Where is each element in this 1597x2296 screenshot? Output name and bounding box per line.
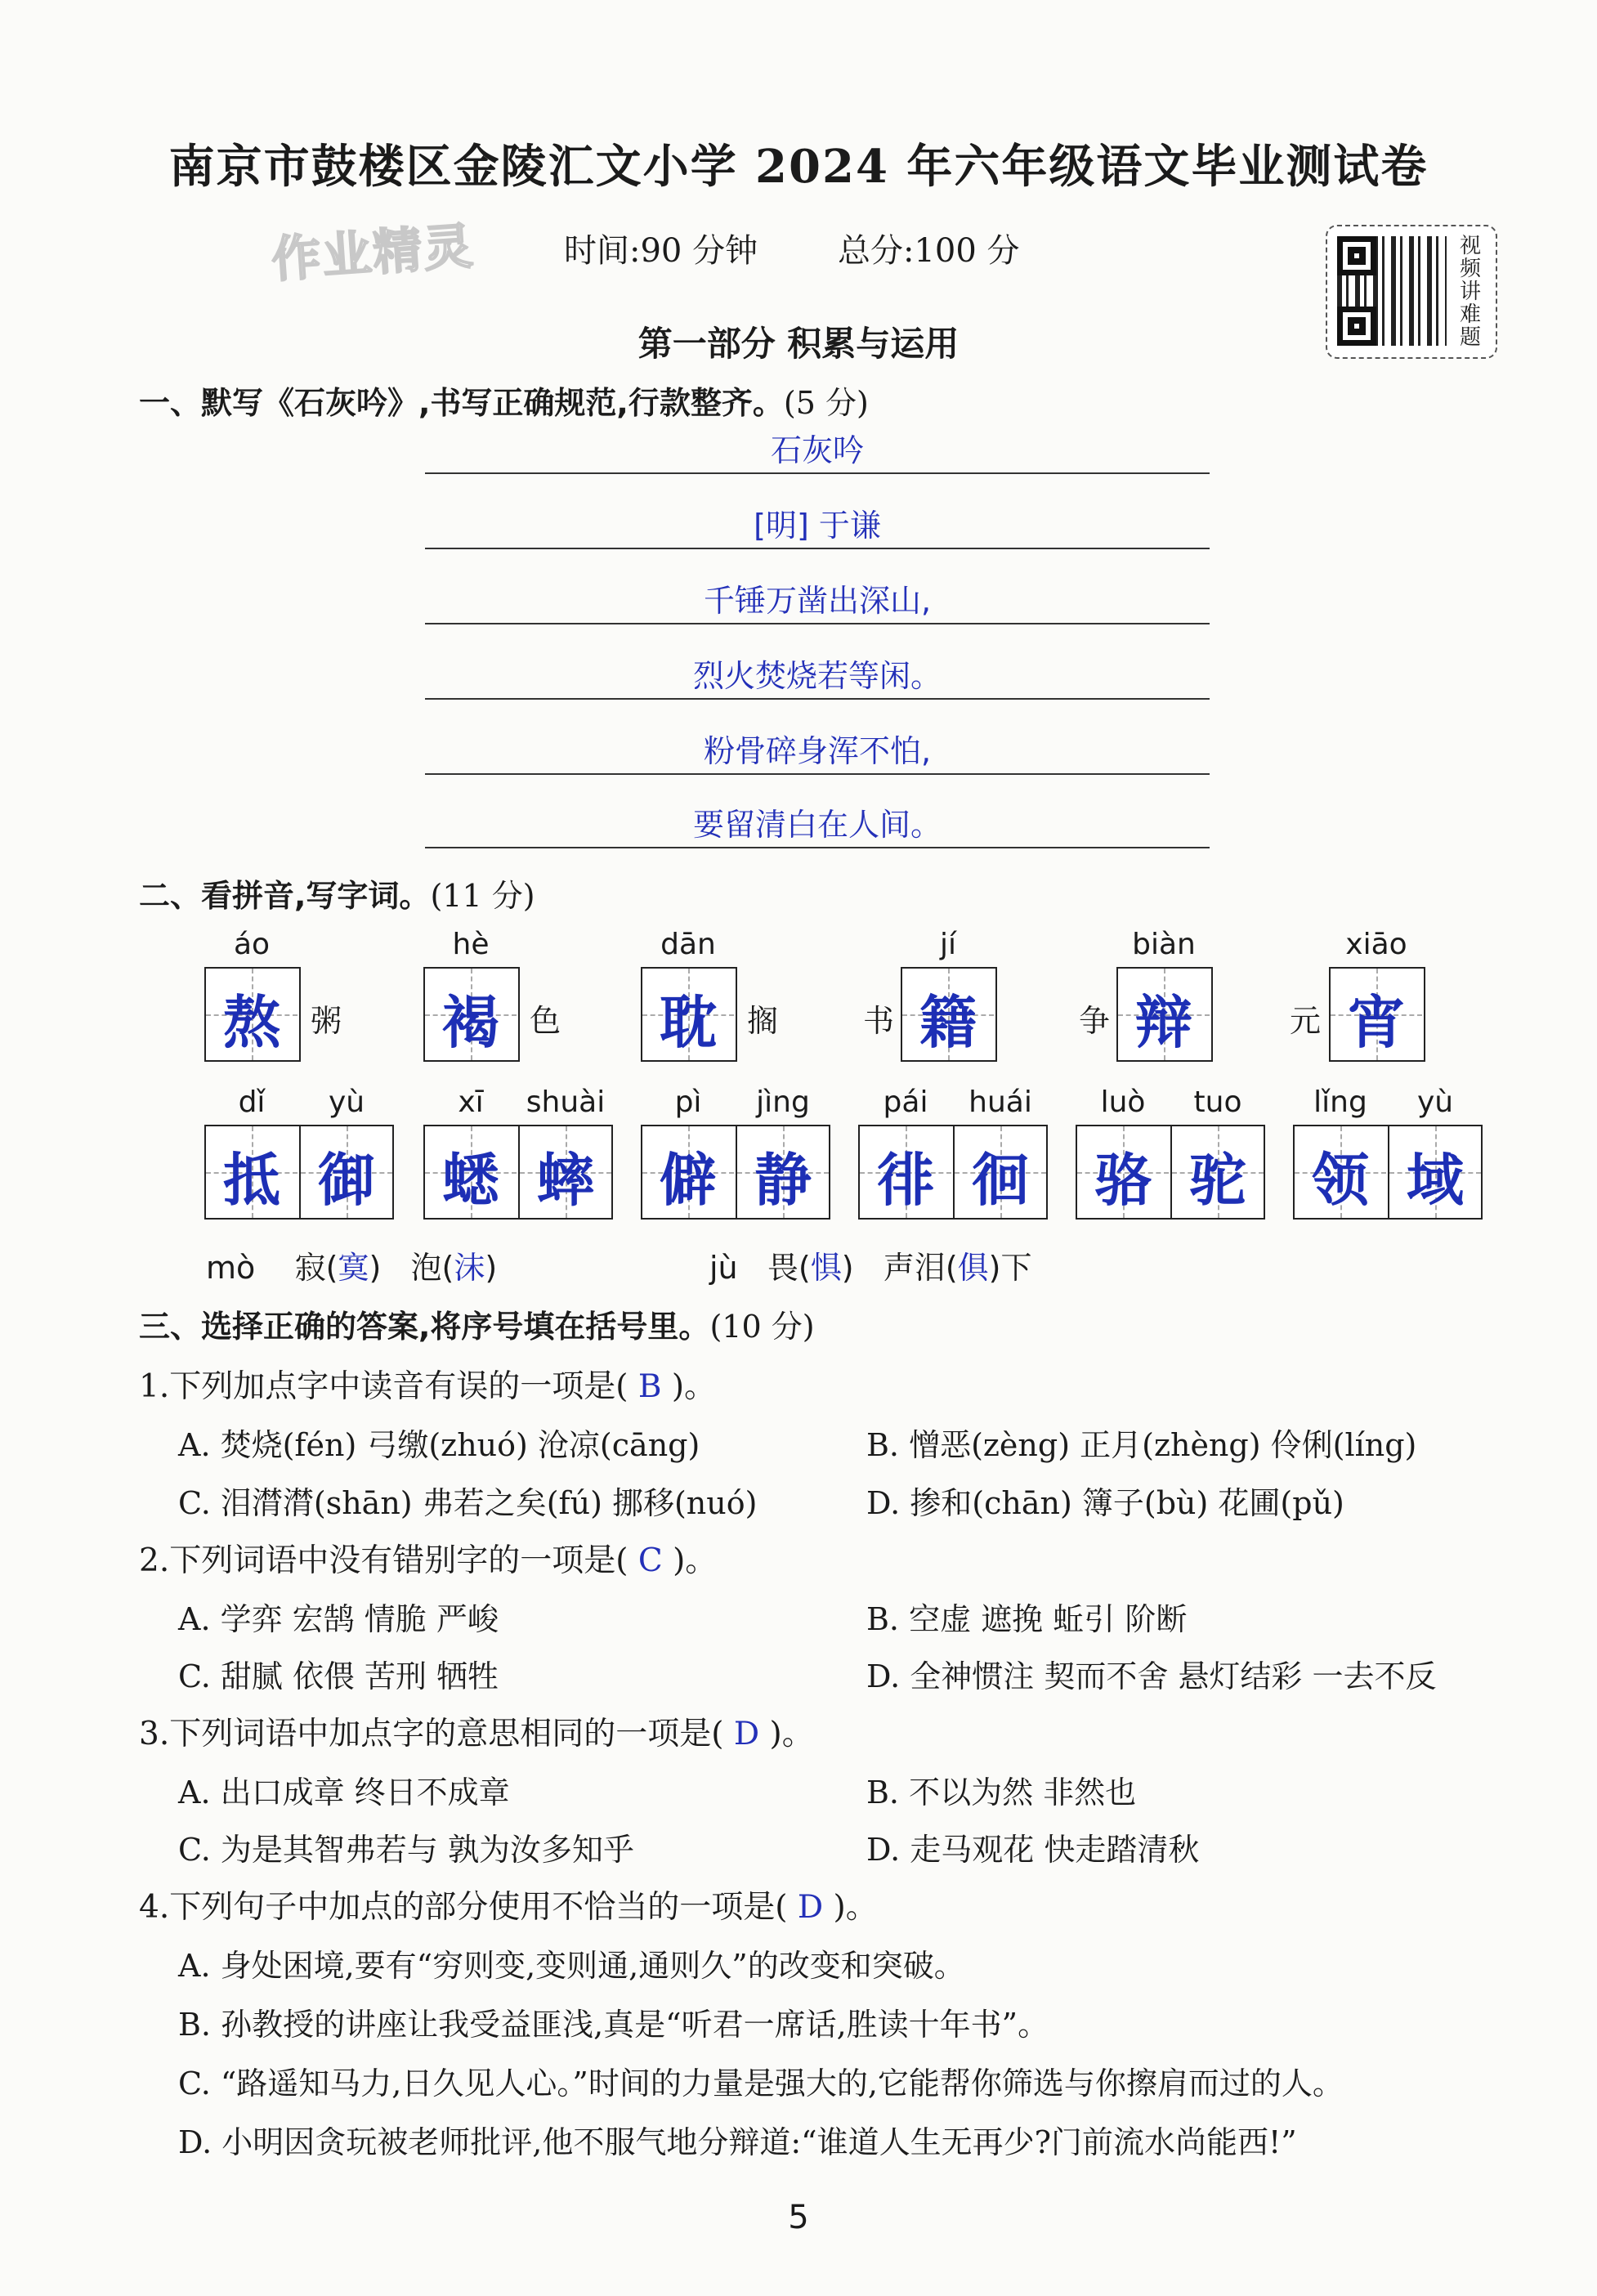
option-c: C. 泪潸潸(shān) 弗若之矣(fú) 挪移(nuó) bbox=[178, 1485, 758, 1521]
pinyin: lǐng bbox=[1313, 1085, 1367, 1119]
answer-char: 沫 bbox=[454, 1250, 485, 1286]
option-c: C. “路遥知马力,日久见人心。”时间的力量是强大的,它能帮你筛选与你擦肩而过的人。 bbox=[178, 2066, 1344, 2101]
pinyin: hè bbox=[452, 928, 490, 961]
q2-heading bbox=[139, 871, 535, 915]
answer-letter: D bbox=[733, 1716, 760, 1752]
pinyin: áo bbox=[233, 928, 271, 961]
answer-char: 辩 bbox=[1135, 989, 1192, 1056]
q1-points: (5 分) bbox=[783, 385, 869, 421]
pinyin: luò bbox=[1100, 1085, 1146, 1119]
stem-text: )。 bbox=[769, 1716, 814, 1752]
pinyin: dǐ bbox=[238, 1085, 266, 1119]
q3-heading-text: 三、选择正确的答案,将序号填在括号里。 bbox=[139, 1309, 710, 1345]
homophone-row-ju bbox=[709, 1242, 1032, 1287]
answer-char: 蟀 bbox=[537, 1147, 594, 1214]
answer-char: 领 bbox=[1312, 1147, 1369, 1214]
poem-line-6: 要留清白在人间。 bbox=[692, 807, 942, 843]
answer-char: 寞 bbox=[338, 1250, 369, 1286]
writing-line bbox=[425, 623, 1210, 624]
answer-char: 惧 bbox=[810, 1250, 842, 1286]
printed-char: 搁 bbox=[747, 1003, 779, 1039]
option-b: B. 孙教授的讲座让我受益匪浅,真是“听君一席话,胜读十年书”。 bbox=[178, 2007, 1049, 2043]
pinyin: jí bbox=[939, 928, 956, 961]
answer-char: 御 bbox=[318, 1147, 375, 1214]
pinyin: tuo bbox=[1193, 1085, 1242, 1119]
printed-char: 争 bbox=[1079, 1003, 1111, 1039]
word-box bbox=[204, 1125, 394, 1220]
page-title: 南京市鼓楼区金陵汇文小学 2024 年六年级语文毕业测试卷 bbox=[168, 140, 1429, 194]
word-suffix: )下 bbox=[988, 1250, 1032, 1286]
answer-char: 骆 bbox=[1094, 1147, 1152, 1214]
pinyin: jìng bbox=[756, 1085, 810, 1119]
q2-points: (11 分) bbox=[430, 878, 535, 914]
pinyin: yù bbox=[1416, 1085, 1454, 1119]
char-box bbox=[901, 967, 997, 1062]
word-box bbox=[1293, 1125, 1483, 1220]
pinyin: dān bbox=[660, 928, 716, 961]
option-d: D. 全神惯注 契而不舍 悬灯结彩 一去不反 bbox=[866, 1658, 1437, 1694]
answer-letter: B bbox=[637, 1368, 662, 1405]
answer-char: 褐 bbox=[442, 989, 499, 1056]
stem-text: 4.下列句子中加点的部分使用不恰当的一项是( bbox=[139, 1889, 788, 1926]
word-prefix: 泡( bbox=[410, 1250, 454, 1286]
word-box bbox=[1076, 1125, 1265, 1220]
option-d: D. 小明因贪玩被老师批评,他不服气地分辩道:“谁道人生无再少?门前流水尚能西!” bbox=[178, 2124, 1297, 2160]
q3-heading bbox=[139, 1301, 815, 1346]
option-a: A. 焚烧(fén) 弓缴(zhuó) 沧凉(cāng) bbox=[178, 1427, 700, 1463]
pinyin: pì bbox=[674, 1085, 702, 1119]
printed-char: 书 bbox=[863, 1003, 895, 1039]
stem-text: )。 bbox=[673, 1542, 718, 1579]
char-box bbox=[641, 967, 737, 1062]
qr-label: 视频讲难题 bbox=[1459, 234, 1481, 350]
answer-char: 域 bbox=[1407, 1147, 1464, 1214]
answer-char: 蟋 bbox=[442, 1147, 499, 1214]
option-c: C. 甜腻 依偎 苦刑 牺牲 bbox=[178, 1658, 499, 1694]
poem-line-2: [明] 于谦 bbox=[754, 508, 881, 544]
answer-char: 驼 bbox=[1189, 1147, 1246, 1214]
word-suffix: ) bbox=[841, 1250, 854, 1286]
poem-line-5: 粉骨碎身浑不怕, bbox=[703, 733, 932, 769]
pinyin: mò bbox=[206, 1250, 256, 1286]
answer-char: 耽 bbox=[660, 989, 717, 1056]
option-d: D. 掺和(chān) 簿子(bù) 花圃(pǔ) bbox=[866, 1485, 1344, 1521]
stem-text: )。 bbox=[671, 1368, 717, 1405]
printed-char: 粥 bbox=[311, 1003, 342, 1039]
printed-char: 元 bbox=[1290, 1003, 1322, 1039]
homophone-row-mo bbox=[206, 1242, 497, 1287]
stem-text: 1.下列加点字中读音有误的一项是( bbox=[139, 1368, 629, 1405]
word-prefix: 声泪( bbox=[883, 1250, 958, 1286]
word-box bbox=[423, 1125, 613, 1220]
option-b: B. 空虚 遮挽 蚯引 阶断 bbox=[866, 1601, 1188, 1637]
word-box bbox=[858, 1125, 1048, 1220]
watermark: 作业精灵 bbox=[270, 217, 476, 289]
char-box bbox=[1116, 967, 1213, 1062]
answer-char: 宵 bbox=[1348, 989, 1405, 1056]
exam-score: 总分:100 分 bbox=[838, 232, 1020, 270]
q3-points: (10 分) bbox=[709, 1309, 815, 1345]
word-box bbox=[641, 1125, 830, 1220]
pinyin: xiāo bbox=[1345, 928, 1407, 961]
poem-line-1: 石灰吟 bbox=[770, 432, 864, 468]
word-suffix: ) bbox=[369, 1250, 382, 1286]
option-c: C. 为是其智弗若与 孰为汝多知乎 bbox=[178, 1832, 634, 1868]
writing-line bbox=[425, 472, 1210, 474]
q1-heading-text: 一、默写《石灰吟》,书写正确规范,行款整齐。 bbox=[139, 385, 784, 421]
answer-char: 僻 bbox=[660, 1147, 717, 1214]
q2-heading-text: 二、看拼音,写字词。 bbox=[139, 878, 431, 914]
answer-char: 徘 bbox=[877, 1147, 934, 1214]
answer-char: 籍 bbox=[919, 989, 977, 1056]
pinyin: shuài bbox=[526, 1085, 606, 1119]
answer-char: 抵 bbox=[223, 1147, 280, 1214]
writing-line bbox=[425, 773, 1210, 775]
question-2-stem bbox=[139, 1535, 717, 1581]
stem-text: )。 bbox=[833, 1889, 878, 1926]
word-prefix: 畏( bbox=[767, 1250, 811, 1286]
q1-heading bbox=[139, 378, 869, 423]
pinyin: xī bbox=[458, 1085, 484, 1119]
answer-char: 俱 bbox=[957, 1250, 989, 1286]
char-box bbox=[204, 967, 301, 1062]
writing-line bbox=[425, 548, 1210, 549]
option-d: D. 走马观花 快走踏清秋 bbox=[866, 1832, 1200, 1868]
poem-line-3: 千锤万凿出深山, bbox=[703, 583, 932, 619]
poem-line-4: 烈火焚烧若等闲。 bbox=[692, 658, 942, 694]
option-b: B. 不以为然 非然也 bbox=[866, 1775, 1137, 1810]
option-a: A. 学弈 宏鹄 情脆 严峻 bbox=[178, 1601, 499, 1637]
word-prefix: 寂( bbox=[294, 1250, 338, 1286]
question-4-stem bbox=[139, 1882, 878, 1927]
answer-char: 徊 bbox=[972, 1147, 1029, 1214]
char-box bbox=[423, 967, 520, 1062]
option-a: A. 出口成章 终日不成章 bbox=[178, 1775, 510, 1810]
page-number: 5 bbox=[788, 2199, 809, 2236]
answer-char: 熬 bbox=[223, 989, 280, 1056]
part-title: 第一部分 积累与运用 bbox=[637, 324, 960, 364]
pinyin: yù bbox=[328, 1085, 365, 1119]
option-b: B. 憎恶(zèng) 正月(zhèng) 伶俐(líng) bbox=[866, 1427, 1417, 1463]
printed-char: 色 bbox=[530, 1003, 561, 1039]
pinyin: jù bbox=[709, 1250, 738, 1286]
option-a: A. 身处困境,要有“穷则变,变则通,通则久”的改变和突破。 bbox=[178, 1948, 965, 1984]
pinyin: biàn bbox=[1132, 928, 1196, 961]
answer-letter: C bbox=[637, 1542, 663, 1579]
question-3-stem bbox=[139, 1708, 814, 1754]
pinyin: huái bbox=[968, 1085, 1032, 1119]
char-box bbox=[1329, 967, 1425, 1062]
word-suffix: ) bbox=[485, 1250, 498, 1286]
answer-letter: D bbox=[797, 1889, 824, 1926]
writing-line bbox=[425, 847, 1210, 848]
stem-text: 3.下列词语中加点字的意思相同的一项是( bbox=[139, 1716, 724, 1752]
answer-char: 静 bbox=[754, 1147, 812, 1214]
question-1-stem bbox=[139, 1361, 716, 1407]
pinyin: pái bbox=[883, 1085, 928, 1119]
exam-time: 时间:90 分钟 bbox=[564, 232, 758, 270]
stem-text: 2.下列词语中没有错别字的一项是( bbox=[139, 1542, 629, 1579]
writing-line bbox=[425, 698, 1210, 700]
